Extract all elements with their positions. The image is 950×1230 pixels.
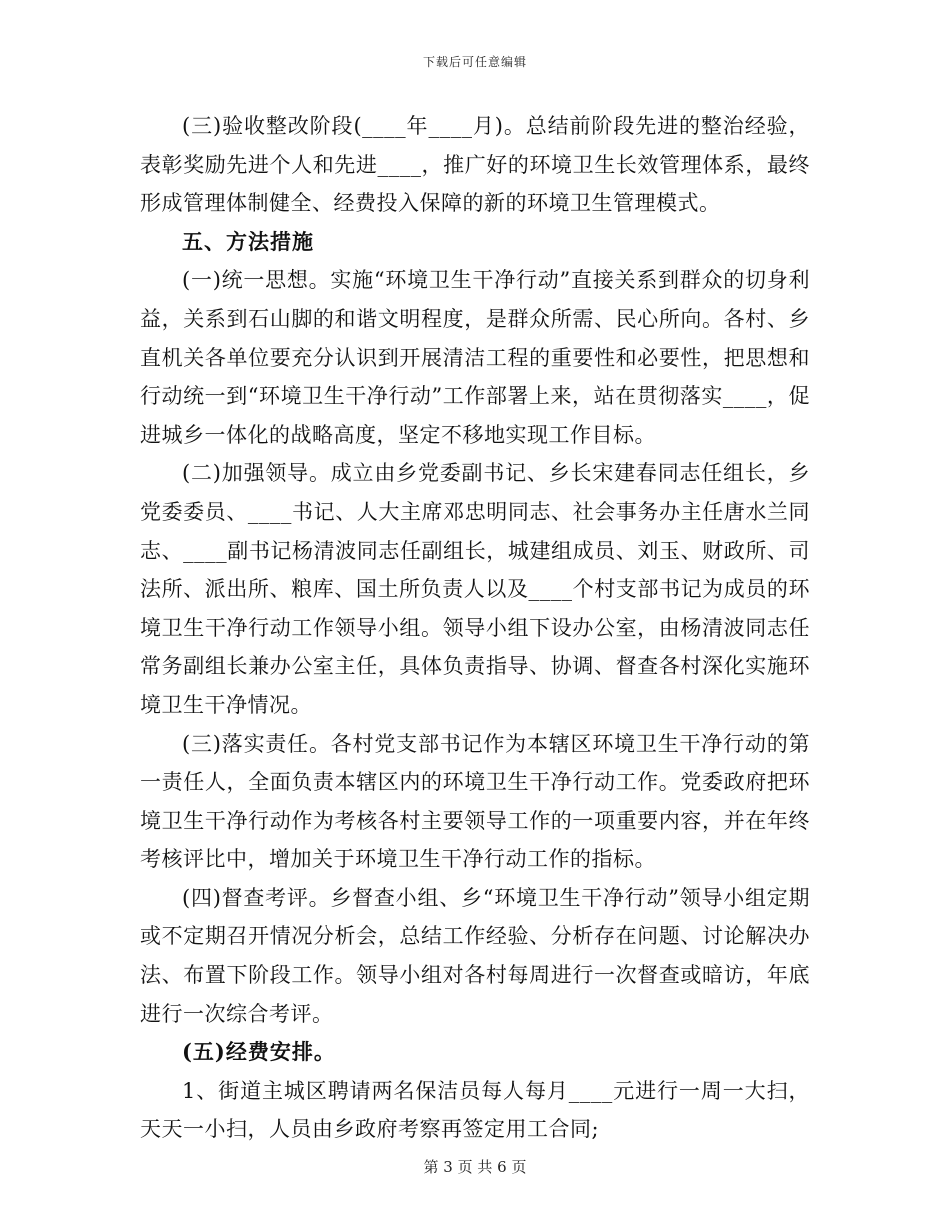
document-body [140,107,810,1149]
page-header: 下载后可任意编辑 [422,55,527,69]
section-heading-methods: 五、方法措施 [182,228,314,254]
paragraph-supervision-evaluation: (四)督查考评。乡督查小组、乡“环境卫生干净行动”领导小组定期或不定期召开情况分析会，总结工作经验、分析存在问题、讨论解决办法、布置下阶段工作。领导小组对各村每周进行一次督查或暗访，年底进行一次综合考评。 [140,885,810,1026]
paragraph-unify-thinking: (一)统一思想。实施“环境卫生干净行动”直接关系到群众的切身利益，关系到石山脚的和谐文明程度，是群众所需、民心所向。各村、乡直机关各单位要充分认识到开展清洁工程的重要性和必要性，把思想和行动统一到“环境卫生干净行动”工作部署上来，站在贯彻落实____，促进城乡一体化的战略高度，坚定不移地实现工作目标。 [140,268,810,447]
subheading-funding: (五)经费安排。 [182,1039,336,1065]
paragraph-strengthen-leadership: (二)加强领导。成立由乡党委副书记、乡长宋建春同志任组长，乡党委委员、____书记、人大主席邓忠明同志、社会事务办主任唐水兰同志、____副书记杨清波同志任副组长，城建组成员、刘玉、财政所、司法所、派出所、粮库、国土所负责人以及____个村支部书记为成员的环境卫生干净行动工作领导小组。领导小组下设办公室，由杨清波同志任常务副组长兼办公室主任，具体负责指导、协调、督查各村深化实施环境卫生干净情况。 [140,461,810,717]
paragraph-implement-responsibility: (三)落实责任。各村党支部书记作为本辖区环境卫生干净行动的第一责任人，全面负责本辖区内的环境卫生干净行动工作。党委政府把环境卫生干净行动作为考核各村主要领导工作的一项重要内容，并在年终考核评比中，增加关于环境卫生干净行动工作的指标。 [140,731,810,872]
page-number-footer: 第 3 页 共 6 页 [423,1158,527,1176]
paragraph-acceptance-phase: (三)验收整改阶段(____年____月)。总结前阶段先进的整治经验，表彰奖励先进个人和先进____，推广好的环境卫生长效管理体系，最终形成管理体制健全、经费投入保障的新的环境卫生管理模式。 [140,114,810,216]
paragraph-funding-item-1: 1、街道主城区聘请两名保洁员每人每月____元进行一周一大扫，天天一小扫，人员由乡政府考察再签定用工合同; [140,1078,810,1142]
